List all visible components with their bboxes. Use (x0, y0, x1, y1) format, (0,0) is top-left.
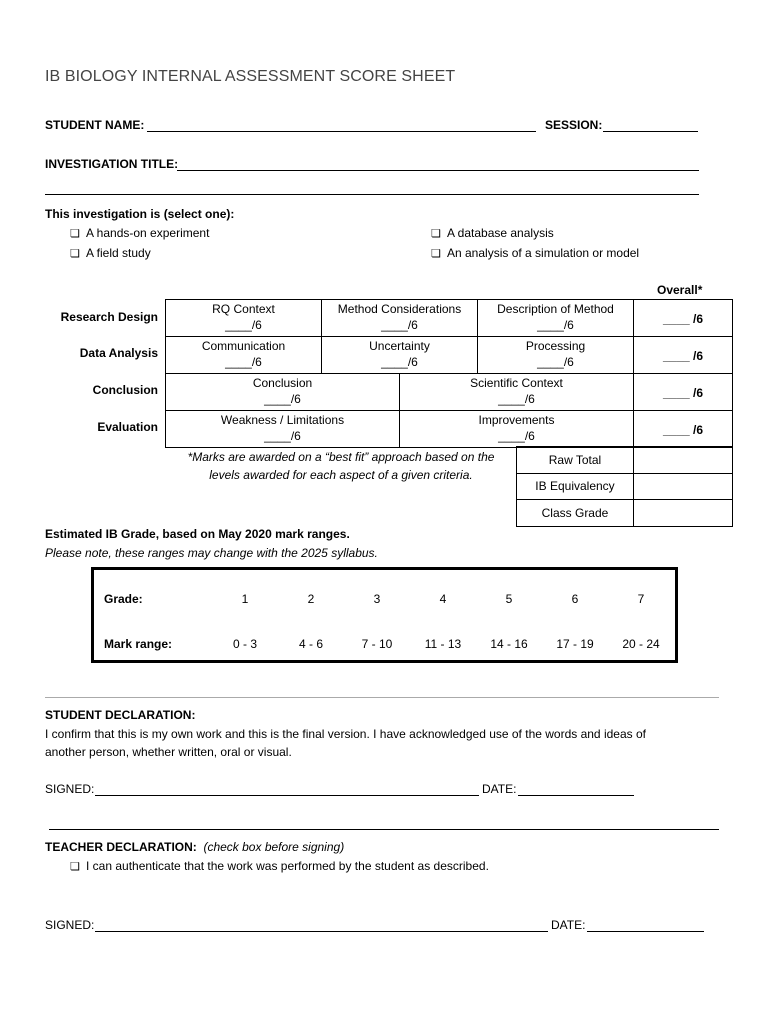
grade-value: 3 (373, 592, 381, 606)
criterion-cell[interactable]: Description of Method ____/6 (478, 300, 634, 337)
teacher-declaration-header: TEACHER DECLARATION: (check box before signing) (45, 840, 345, 854)
teacher-authentication[interactable]: ❏ I can authenticate that the work was performed by the student as described. (70, 859, 489, 873)
mark-range-value: 20 - 24 (622, 637, 660, 651)
criterion-cell[interactable]: Method Considerations ____/6 (322, 300, 478, 337)
criterion-cell[interactable]: Scientific Context ____/6 (400, 374, 634, 411)
option-hands-on[interactable]: ❏ A hands-on experiment (70, 226, 210, 240)
row-label-evaluation: Evaluation (97, 420, 158, 434)
mark-range-value: 7 - 10 (361, 637, 393, 651)
mark-range-value: 4 - 6 (298, 637, 323, 651)
student-signed-label: SIGNED: (45, 782, 95, 796)
investigation-title-field-line2[interactable] (45, 194, 699, 195)
estimate-note: Please note, these ranges may change with the 2025 syllabus. (45, 546, 378, 560)
overall-score-cell[interactable]: ____ /6 (634, 411, 733, 448)
investigation-title-field[interactable] (177, 170, 699, 171)
teacher-date-label: DATE: (551, 918, 586, 932)
totals-table (516, 446, 733, 527)
criterion-cell[interactable]: Uncertainty ____/6 (322, 337, 478, 374)
row-label-research-design: Research Design (60, 310, 158, 324)
divider (49, 829, 719, 830)
student-date-field[interactable] (518, 795, 634, 796)
grade-value: 2 (307, 592, 315, 606)
best-fit-note: *Marks are awarded on a “best fit” approach based on the levels awarded for each aspect of a given criteria. (187, 450, 495, 482)
checkbox-icon[interactable]: ❏ (431, 228, 441, 240)
mark-range-value: 11 - 13 (424, 637, 462, 651)
table-row (166, 411, 733, 448)
rubric-table (165, 299, 733, 448)
criterion-cell[interactable]: RQ Context ____/6 (166, 300, 322, 337)
investigation-title-label: INVESTIGATION TITLE: (45, 157, 179, 171)
teacher-signature-field[interactable] (95, 931, 548, 932)
session-label: SESSION: (545, 118, 603, 132)
overall-score-cell[interactable]: ____ /6 (634, 300, 733, 337)
table-row (166, 337, 733, 374)
criterion-cell[interactable]: Processing ____/6 (478, 337, 634, 374)
student-name-label: STUDENT NAME: (45, 118, 145, 132)
class-grade-field[interactable] (634, 500, 733, 527)
grade-value: 4 (439, 592, 447, 606)
option-field-study[interactable]: ❏ A field study (70, 246, 151, 260)
mark-range-value: 14 - 16 (490, 637, 528, 651)
row-label-data-analysis: Data Analysis (79, 346, 158, 360)
checkbox-icon[interactable]: ❏ (70, 861, 80, 873)
overall-label: Overall* (657, 283, 703, 297)
overall-score-cell[interactable]: ____ /6 (634, 374, 733, 411)
row-label-conclusion: Conclusion (92, 383, 158, 397)
table-row (166, 300, 733, 337)
grade-range-table (91, 567, 678, 663)
mark-range-value: 17 - 19 (556, 637, 594, 651)
raw-total-field[interactable] (634, 447, 733, 474)
criterion-cell[interactable]: Weakness / Limitations ____/6 (166, 411, 400, 448)
estimate-heading: Estimated IB Grade, based on May 2020 mark ranges. (45, 527, 350, 541)
teacher-signed-label: SIGNED: (45, 918, 95, 932)
page-title: IB BIOLOGY INTERNAL ASSESSMENT SCORE SHEET (45, 68, 456, 85)
teacher-date-field[interactable] (587, 931, 704, 932)
checkbox-icon[interactable]: ❏ (70, 228, 80, 240)
table-row (166, 374, 733, 411)
mark-range-value: 0 - 3 (232, 637, 257, 651)
criterion-cell[interactable]: Conclusion ____/6 (166, 374, 400, 411)
divider (45, 697, 719, 698)
ib-equivalency-label: IB Equivalency (517, 473, 634, 500)
mark-range-label: Mark range: (104, 637, 173, 651)
grade-value: 7 (637, 592, 645, 606)
grade-value: 1 (241, 592, 249, 606)
ib-equivalency-field[interactable] (634, 473, 733, 500)
checkbox-icon[interactable]: ❏ (431, 248, 441, 260)
session-field[interactable] (603, 131, 698, 132)
student-name-field[interactable] (147, 131, 536, 132)
option-simulation[interactable]: ❏ An analysis of a simulation or model (431, 246, 640, 260)
criterion-cell[interactable]: Communication ____/6 (166, 337, 322, 374)
grade-value: 5 (505, 592, 513, 606)
student-signature-field[interactable] (95, 795, 479, 796)
overall-score-cell[interactable]: ____ /6 (634, 337, 733, 374)
criterion-cell[interactable]: Improvements ____/6 (400, 411, 634, 448)
option-database[interactable]: ❏ A database analysis (431, 226, 554, 240)
table-row (517, 447, 733, 474)
raw-total-label: Raw Total (517, 447, 634, 474)
checkbox-icon[interactable]: ❏ (70, 248, 80, 260)
student-declaration-heading: STUDENT DECLARATION: (45, 708, 196, 722)
grade-value: 6 (571, 592, 579, 606)
grade-label: Grade: (104, 592, 143, 606)
student-date-label: DATE: (482, 782, 517, 796)
table-row (517, 500, 733, 527)
student-declaration-text-2: another person, whether written, oral or visual. (45, 745, 292, 759)
class-grade-label: Class Grade (517, 500, 634, 527)
student-declaration-text: I confirm that this is my own work and this is the final version. I have acknowledged use of the words and ideas of (45, 727, 646, 741)
investigation-type-heading: This investigation is (select one): (45, 207, 235, 221)
table-row (517, 473, 733, 500)
